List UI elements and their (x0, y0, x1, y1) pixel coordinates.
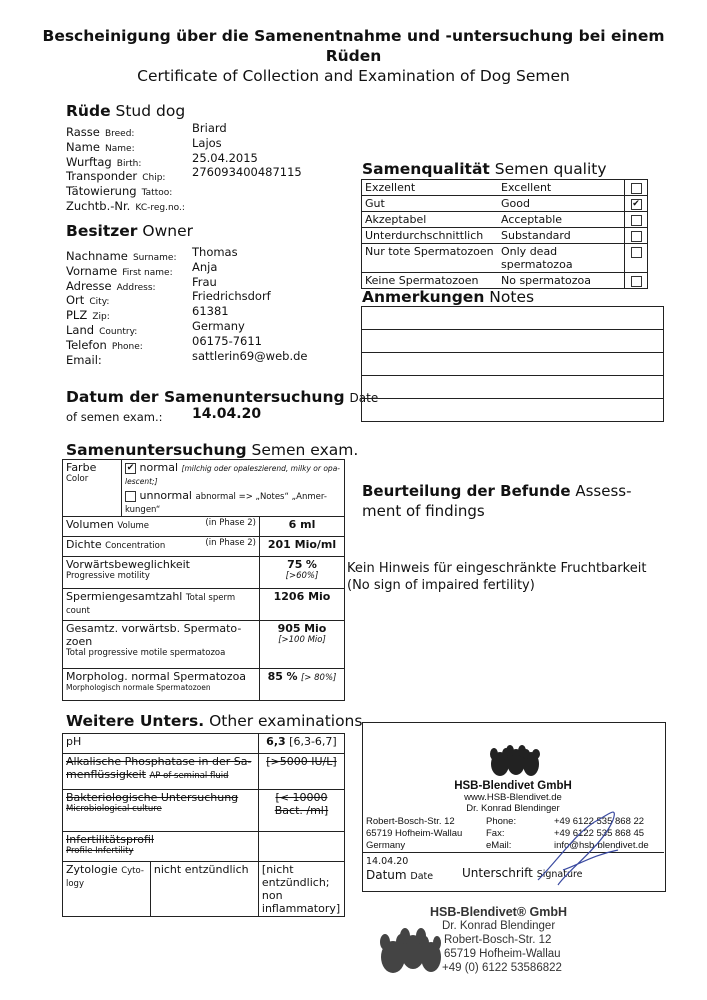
color-label-en: Color (66, 474, 89, 484)
dogs-logo-icon (486, 744, 542, 780)
title-line-1: Bescheinigung über die Samenentnahme und -untersuchung bei einem (42, 27, 665, 45)
semen-exam-table (62, 459, 345, 701)
stud-row: Wurftag Birth: 25.04.2015 (66, 150, 258, 169)
exam-date-label: of semen exam.: (66, 410, 163, 424)
unnormal-checkbox[interactable] (125, 491, 136, 502)
motility-row: Vorwärtsbeweglichkeit Progressive motility 75 % [>60%] (63, 557, 345, 589)
notes-line[interactable] (362, 330, 664, 353)
stud-row: Rasse Breed: Briard (66, 121, 227, 139)
quality-heading: Samenqualität Semen quality (362, 160, 607, 178)
lab-address: Robert-Bosch-Str. 12 65719 Hofheim-Wallau Germany (366, 816, 463, 851)
stud-row: Tätowierung Tattoo: (66, 184, 173, 199)
signature-scribble (528, 800, 628, 890)
stamp-text: HSB-Blendivet® GmbH Dr. Konrad Blendinger Robert-Bosch-Str. 12 65719 Hofheim-Wallau +49 (0) 6122 53586822 (430, 905, 567, 974)
color-row (63, 460, 345, 517)
other-exams-heading: Weitere Unters. Other examinations (66, 712, 363, 730)
lab-date-value: 14.04.20 (366, 856, 409, 867)
cytology-row: Zytologie Cyto-logy nicht entzündlich [nicht entzündlich; non inflammatory] (63, 862, 345, 917)
quality-checkbox[interactable] (631, 247, 642, 258)
quality-row: Gut Good ✔ (362, 196, 648, 212)
stud-heading: Rüde Stud dog (66, 102, 186, 120)
quality-row: Akzeptabel Acceptable (362, 212, 648, 228)
stud-row: Zuchtb.-Nr. KC-reg.no.: (66, 198, 185, 213)
owner-heading: Besitzer Owner (66, 222, 194, 240)
owner-row: Vorname First name: Anja (66, 259, 218, 278)
notes-line[interactable] (362, 376, 664, 399)
ph-row: pH 6,3 [6,3-6,7] (63, 734, 345, 754)
progressive-total-row: Gesamtz. vorwärtsb. Spermato-zoen Total progressive motile spermatozoa 905 Mio [>100 Mio] (63, 621, 345, 669)
owner-row: Nachname Surname: Thomas (66, 245, 238, 263)
assessment-text-en: (No sign of impaired fertility) (347, 578, 535, 593)
normal-checkbox[interactable]: ✔ (126, 462, 135, 473)
notes-line[interactable] (362, 353, 664, 376)
normal-label: normal (139, 461, 179, 474)
owner-row: PLZ Zip: 61381 (66, 304, 229, 323)
volume-row: Volumen Volume (in Phase 2) 6 ml (63, 517, 345, 537)
quality-table (361, 179, 648, 289)
exam-date-value: 14.04.20 (192, 406, 262, 422)
owner-row: Land Country: Germany (66, 318, 245, 337)
semen-exam-heading: Samenuntersuchung Semen exam. (66, 441, 359, 459)
quality-checkbox[interactable] (631, 183, 642, 194)
lab-contact-values: +49 6122 535 868 22 +49 6122 535 868 45 info@hsb-blendivet.de (554, 816, 649, 851)
notes-table (361, 306, 664, 422)
quality-row: Exzellent Excellent (362, 180, 648, 196)
lab-date-label: Datum Date (366, 868, 434, 882)
assessment-heading: Beurteilung der Befunde Assess-ment of findings (362, 482, 632, 520)
stud-row: Name Name: Lajos (66, 135, 222, 154)
lab-contact-labels: Phone: Fax: eMail: (486, 816, 517, 851)
quality-row: Keine Spermatozoen No spermatozoa (362, 273, 648, 289)
morphology-row: Morpholog. normal Spermatozoa Morphologisch normale Spermatozoen 85 % [> 80%] (63, 669, 345, 701)
unnormal-note: abnormal => „Notes“ „Anmer-kungen“ (125, 492, 327, 515)
sperm-count-row: Spermiengesamtzahl Total sperm count 1206 Mio (63, 589, 345, 621)
notes-line[interactable] (362, 307, 664, 330)
color-label-de: Farbe (66, 461, 97, 474)
normal-note: [milchig oder opaleszierend, milky or opa-lescent;] (125, 464, 340, 486)
notes-line[interactable] (362, 399, 664, 422)
owner-row: Telefon Phone: 06175-7611 (66, 333, 262, 352)
title-line-3: Certificate of Collection and Examination of Dog Semen (137, 67, 570, 85)
ap-row: Alkalische Phosphatase in der Sa-menflüssigkeit AP of seminal fluid [>5000 IU/L] (63, 754, 345, 790)
owner-rows (66, 245, 356, 367)
infertility-row: Infertilitätsprofil Profile Infertility (63, 832, 345, 862)
owner-row: Adresse Address: Frau (66, 274, 217, 293)
title-line-2: Rüden (325, 47, 382, 65)
owner-row: Ort City: Friedrichsdorf (66, 289, 271, 308)
quality-checkbox[interactable] (631, 215, 642, 226)
quality-checkbox[interactable] (631, 276, 642, 287)
quality-row: Unterdurchschnittlich Substandard (362, 228, 648, 244)
stud-rows (66, 121, 356, 213)
bacteriology-row: Bakteriologische Untersuchung Microbiological culture [< 10000 Bact. /ml] (63, 790, 345, 832)
unnormal-label: unnormal (139, 489, 192, 502)
assessment-text-de: Kein Hinweis für eingeschränkte Fruchtbarkeit (347, 561, 647, 576)
lab-signature-label: Unterschrift Signature (462, 866, 583, 880)
quality-checkbox[interactable] (631, 231, 642, 242)
stud-row: Transponder Chip: 276093400487115 (66, 165, 302, 184)
lab-header: HSB-Blendivet GmbH www.HSB-Blendivet.de Dr. Konrad Blendinger (454, 780, 572, 814)
concentration-row: Dichte Concentration (in Phase 2) 201 Mio/ml (63, 537, 345, 557)
other-exams-table (62, 733, 345, 917)
notes-heading: Anmerkungen Notes (362, 288, 535, 306)
owner-row: Email: sattlerin69@web.de (66, 348, 308, 367)
quality-row: Nur tote Spermatozoen Only dead spermatozoa (362, 244, 648, 273)
exam-date-heading: Datum der Samenuntersuchung Date (66, 388, 379, 406)
quality-checkbox[interactable]: ✔ (632, 198, 640, 209)
